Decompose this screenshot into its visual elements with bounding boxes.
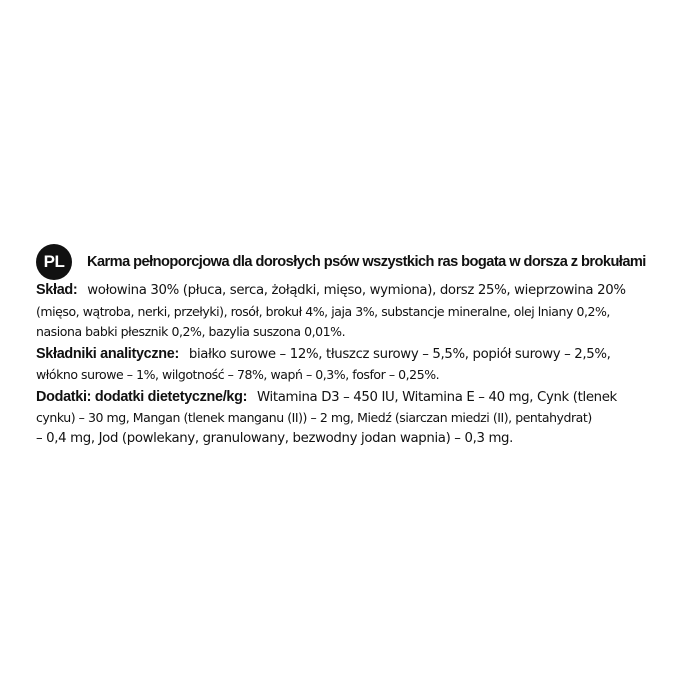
product-title: Karma pełnoporcjowa dla dorosłych psów wszystkich ras bogata w dorsza z brokułami [87,254,646,270]
analytical-line: włókno surowe – 1%, wilgotność – 78%, wapń – 0,3%, fosfor – 0,25%. [36,367,440,382]
additives-line: cynku) – 30 mg, Mangan (tlenek manganu (II)) – 2 mg, Miedź (siarczan miedzi (II), pentahydrat) [36,410,592,425]
analytical-text: białko surowe – 12%, tłuszcz surowy – 5,5%, popiół surowy – 2,5%, [188,346,611,362]
analytical-section [36,344,668,386]
analytical-line [36,344,668,366]
label-header [36,244,668,280]
language-badge: PL [36,244,72,280]
composition-section [36,280,668,343]
additives-section [36,387,668,450]
additives-text: Witamina D3 – 450 IU, Witamina E – 40 mg, Cynk (tlenek [256,389,617,405]
additives-label: Dodatki: dodatki dietetyczne/kg: [36,388,248,405]
product-label [36,244,668,449]
composition-label: Skład: [36,282,78,298]
analytical-label: Składniki analityczne: [36,345,179,362]
additives-line [36,387,668,409]
composition-line: (mięso, wątroba, nerki, przełyki), rosół, brokuł 4%, jaja 3%, substancje mineralne, olej lniany 0,2%, [36,303,610,319]
composition-line: nasiona babki płesznik 0,2%, bazylia suszona 0,01%. [36,324,346,339]
composition-line [36,280,668,302]
composition-text: wołowina 30% (płuca, serca, żołądki, mięso, wymiona), dorsz 25%, wieprzowina 20% [87,283,626,298]
additives-line: – 0,4 mg, Jod (powlekany, granulowany, bezwodny jodan wapnia) – 0,3 mg. [36,430,514,446]
